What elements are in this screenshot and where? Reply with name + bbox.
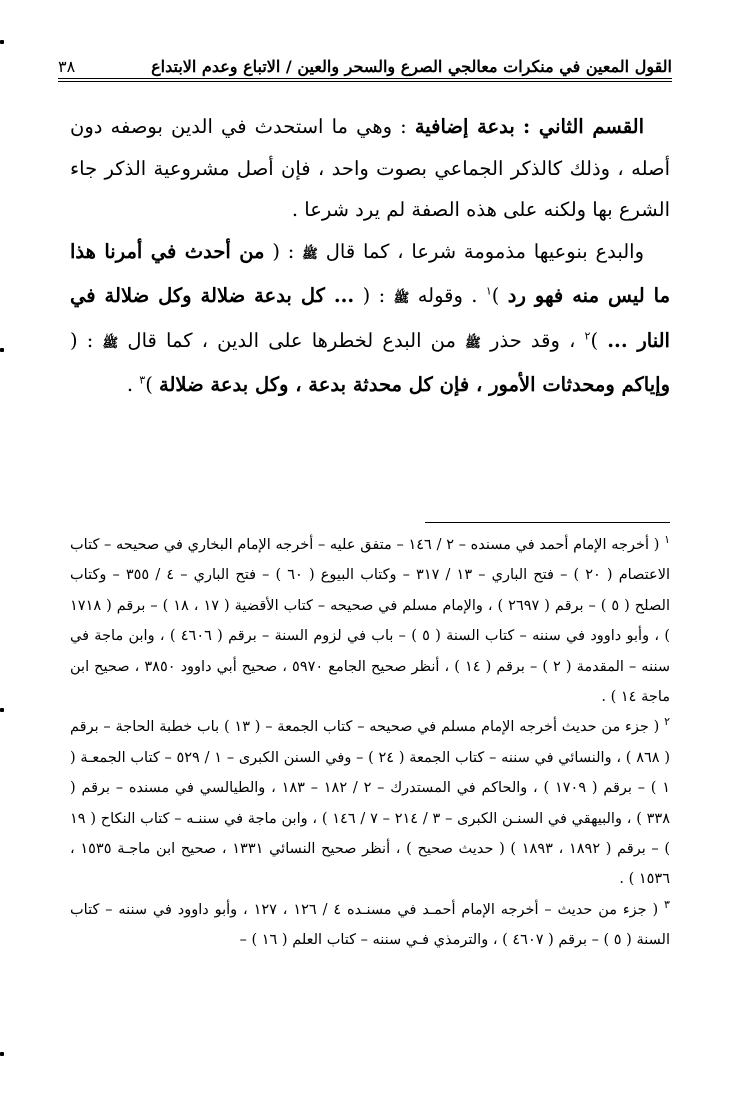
p2-text-f: ) [590, 328, 599, 352]
footnotes [70, 530, 670, 956]
footnote-separator [425, 522, 670, 523]
footnote-ref-1[interactable]: ١ [485, 284, 492, 298]
page-number: ٣٨ [58, 57, 76, 76]
scan-edge-mark [0, 1052, 4, 1056]
p2-text-b: : ( [272, 239, 295, 263]
honorific-glyph: ﷺ [393, 291, 410, 306]
footnote-1 [70, 530, 670, 712]
honorific-glyph: ﷺ [302, 246, 318, 262]
p2-text-k: . [126, 373, 134, 396]
hadith-quote-3: وإياكم ومحدثات الأمور ، فإن كل محدثة بدعة ، وكل بدعة ضلالة [159, 373, 670, 396]
footnote-text: ( جزء من حديث – أخرجه الإمام أحمـد في مسنـده ٤ / ١٢٦ ، ١٢٧ ، وأبو داوود في سننه – كتاب السنة ( ٥ ) – برقم ( ٤٦٠٧ ) ، والترمذي فـي سننه – كتاب العلم ( ١٦ ) – [70, 901, 670, 949]
footnote-marker: ٣ [664, 898, 670, 912]
footnote-text: ( أخرجه الإمام أحمد في مسنده – ٢ / ١٤٦ – متفق عليه – أخرجه الإمام البخاري في صحيحه – كتاب الاعتصام ( ٢٠ ) – فتح الباري – ١٣ / ٣١٧ – وكتاب البيوع ( ٦٠ ) – فتح الباري – ٤ / ٣٥٥ – وكتاب الصلح ( ٥ ) – برقم ( ٢٦٩٧ ) ، والإمام مسلم في صحيحه – كتاب الأقضية ( ١٧ ، ١٨ ) – برقم ( ١٧١٨ ) ، وأبو داوود في سننه – كتاب السنة ( ٥ ) – باب في لزوم السنة – برقم ( ٤٦٠٦ ) ، وابن ماجة في سننه – المقدمة ( ٢ ) – برقم ( ١٤ ) ، أنظر صحيح الجامع ٥٩٧٠ ، صحيح أبي داوود ٣٨٥٠ ، صحيح ابن ماجة ١٤ ) . [70, 537, 670, 706]
p2-text-a: والبدع بنوعيها مذمومة شرعا ، كما قال [325, 239, 644, 263]
footnote-3 [70, 895, 670, 956]
p2-text-i: : ( [70, 328, 94, 352]
p2-text-e: : ( [362, 284, 386, 307]
main-text [70, 106, 670, 406]
scan-edge-mark [0, 708, 4, 712]
section-term: بدعة إضافية [414, 115, 515, 138]
running-header [58, 42, 672, 76]
paragraph-1-text: : وهي ما استحدث في الدين بوصفه دون أصله ، وذلك كالذكر الجماعي بصوت واحد ، فإن أصل مشروعية الذكر جاء الشرع بها ولكنه على هذه الصفة لم يرد شرعا . [70, 115, 670, 221]
footnote-ref-3[interactable]: ٣ [139, 373, 146, 387]
footnote-2 [70, 712, 670, 894]
paragraph-1 [70, 106, 670, 231]
footnote-marker: ١ [664, 533, 671, 547]
header-title: القول المعين في منكرات معالجي الصرع والسحر والعين / الاتباع وعدم الابتداع [151, 57, 672, 76]
honorific-glyph: ﷺ [102, 335, 119, 351]
footnote-marker: ٢ [664, 715, 671, 729]
honorific-glyph: ﷺ [465, 335, 481, 351]
p2-text-j: ) [145, 373, 153, 396]
p2-text-h: من البدع لخطرها على الدين ، كما قال [127, 328, 456, 352]
hadith-quote-1: من أحدث في أمرنا هذا ما ليس منه فهو رد [70, 239, 671, 307]
p2-text-g: ، وقد حذر [490, 328, 576, 352]
section-label: القسم الثاني : [522, 115, 645, 138]
p2-text-c: ) [491, 284, 500, 307]
paragraph-2 [70, 231, 670, 406]
footnote-ref-2[interactable]: ٢ [584, 329, 591, 342]
footnote-text: ( جزء من حديث أخرجه الإمام مسلم في صحيحه – كتاب الجمعة – ( ١٣ ) باب خطبة الحاجة – برقم ( ٨٦٨ ) ، والنسائي في سننه – كتاب الجمعة ( ٢٤ ) – وفي السنن الكبرى – ١ / ٥٢٩ – كتاب الجمعـة ( ١ ) – برقم ( ١٧٠٩ ) ، والحاكم في المستدرك – ٢ / ١٨٢ – ١٨٣ ، والطيالسي في مسنده – برقم ( ٣٣٨ ) ، والبيهقي في السنـن الكبرى – ٣ / ٢١٤ – ٧ / ١٤٦ ) ، وابن ماجة في سننـه – كتاب النكاح ( ١٩ ) – برقم ( ١٨٩٢ ، ١٨٩٣ ) ( حديث صحيح ) ، أنظر صحيح النسائي ١٣٣١ ، صحيح ابن ماجـة ١٥٣٥ ، ١٥٣٦ ) . [70, 719, 671, 888]
scan-edge-mark [0, 348, 4, 352]
header-rule [58, 78, 672, 82]
scan-edge-mark [0, 40, 4, 44]
hadith-quote-2: ... كل بدعة ضلالة وكل ضلالة في النار ... [70, 284, 670, 352]
p2-text-d: . وقوله [417, 284, 478, 307]
